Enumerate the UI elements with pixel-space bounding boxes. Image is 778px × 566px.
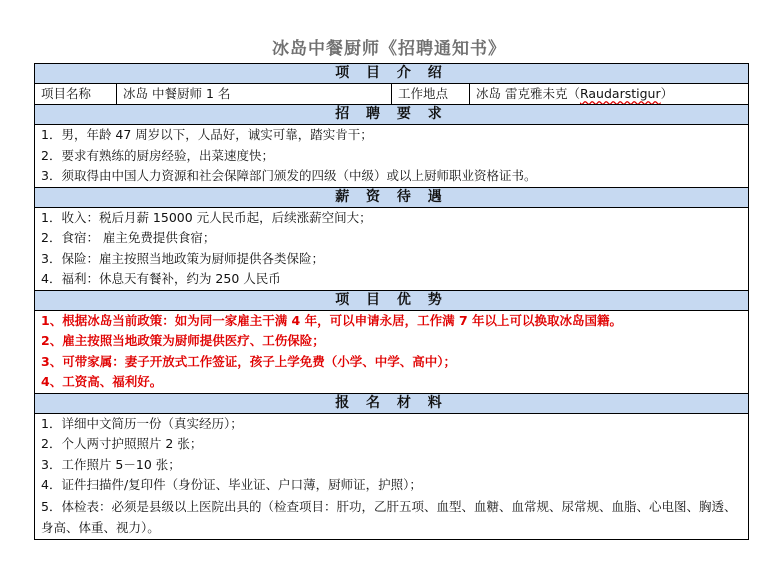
materials-row <box>35 413 749 539</box>
salary-item: 2．食宿： 雇主免费提供食宿； <box>41 230 216 245</box>
section-header-requirements <box>35 105 749 125</box>
salary-item: 3．保险：雇主按照当地政策为厨师提供各类保险； <box>41 250 324 266</box>
materials-cell <box>35 413 749 539</box>
location-suffix: ） <box>660 86 674 101</box>
advantage-item: 1、根据冰岛当前政策：如为同一家雇主干满 4 年，可以申请永居，工作满 7 年以上可以换取冰岛国籍。 <box>41 312 623 328</box>
recruitment-table <box>34 63 749 540</box>
material-item: 5．体检表：必须是县级以上医院出具的（检查项目：肝功，乙肝五项、血型、血糖、血常规、尿常规、血脂、心电图、胸透、身高、体重、视力）。 <box>41 498 737 535</box>
requirement-item: 1．男，年龄 47 周岁以下，人品好，诚实可靠，踏实肯干； <box>41 127 373 142</box>
material-item: 2．个人两寸护照照片 2 张； <box>41 436 203 451</box>
salary-row <box>35 207 749 290</box>
material-item: 4．证件扫描件/复印件（身份证、毕业证、户口薄，厨师证，护照）； <box>41 477 422 492</box>
material-item: 1．详细中文简历一份（真实经历）； <box>41 415 243 431</box>
advantage-item: 3、可带家属：妻子开放式工作签证，孩子上学免费（小学、中学、高中）； <box>41 353 456 369</box>
project-name-value: 冰岛 中餐厨师 1 名 <box>117 84 392 105</box>
salary-item: 1．收入：税后月薪 15000 元人民币起，后续涨薪空间大； <box>41 209 372 225</box>
section-header-advantages <box>35 290 749 310</box>
requirements-row <box>35 125 749 188</box>
project-name-label: 项目名称 <box>35 84 117 105</box>
requirement-item: 3．须取得由中国人力资源和社会保障部门颁发的四级（中级）或以上厨师职业资格证书。 <box>41 168 537 183</box>
section-title-requirements: 招 聘 要 求 <box>35 105 749 125</box>
section-header-materials <box>35 393 749 413</box>
document-title: 冰岛中餐厨师《招聘通知书》 <box>272 39 506 59</box>
location-latin-name: Raudarstigur <box>579 86 661 101</box>
material-item: 3．工作照片 5－10 张； <box>41 456 181 472</box>
intro-row <box>35 84 749 105</box>
work-location-label: 工作地点 <box>392 84 470 105</box>
section-header-salary <box>35 187 749 207</box>
work-location-value <box>470 84 749 105</box>
advantages-row <box>35 310 749 393</box>
section-title-advantages: 项 目 优 势 <box>35 290 749 310</box>
advantages-cell <box>35 310 749 393</box>
section-header-intro <box>35 64 749 84</box>
section-title-salary: 薪 资 待 遇 <box>35 187 749 207</box>
advantage-item: 2、雇主按照当地政策为厨师提供医疗、工伤保险； <box>41 333 325 348</box>
salary-cell <box>35 207 749 290</box>
section-title-intro: 项 目 介 绍 <box>35 64 749 84</box>
location-prefix: 冰岛 雷克雅未克（ <box>476 86 580 101</box>
requirements-cell <box>35 125 749 188</box>
section-title-materials: 报 名 材 料 <box>35 393 749 413</box>
salary-item: 4．福利：休息天有餐补，约为 250 人民币 <box>41 271 281 286</box>
requirement-item: 2．要求有熟练的厨房经验，出菜速度快； <box>41 147 274 163</box>
advantage-item: 4、工资高、福利好。 <box>41 374 163 389</box>
